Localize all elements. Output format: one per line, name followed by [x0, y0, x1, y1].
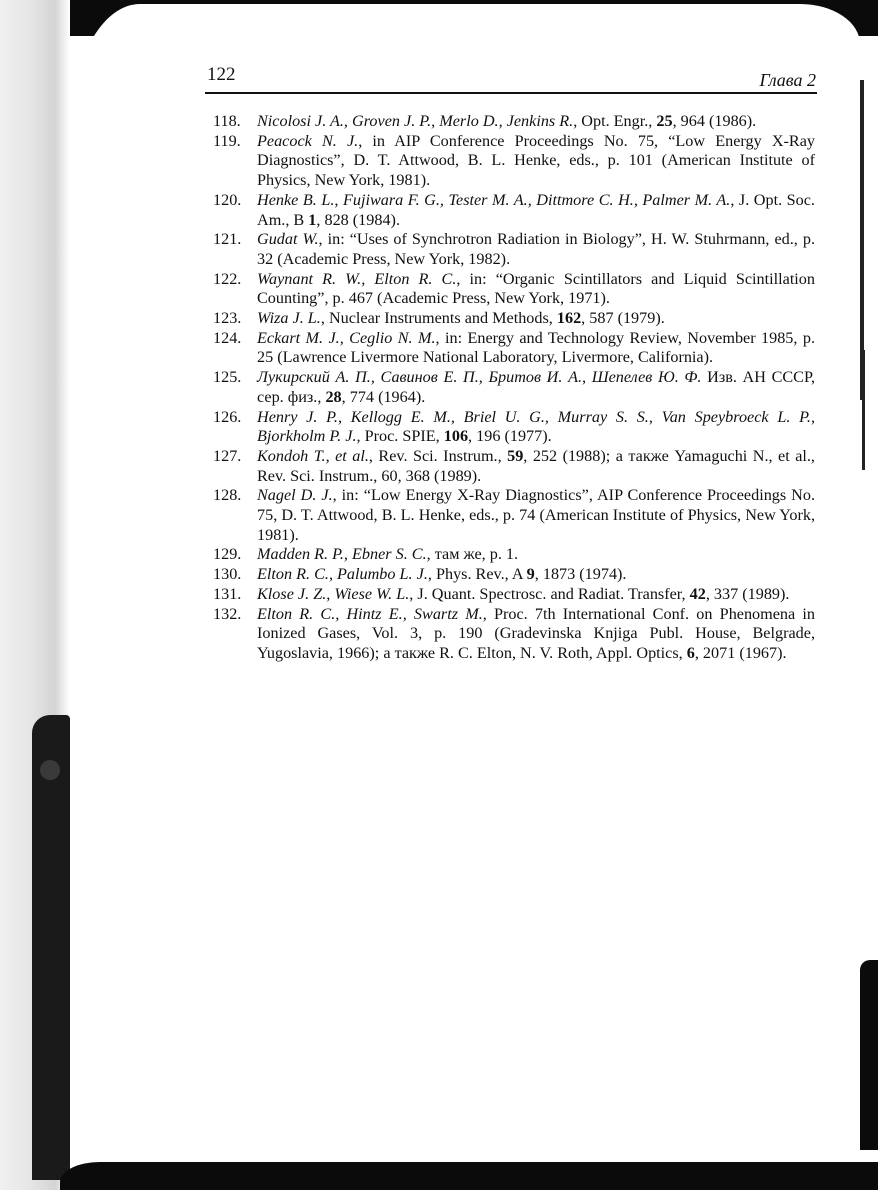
running-head: Глава 2	[759, 70, 816, 90]
reference-authors: Henry J. P., Kellogg E. M., Briel U. G., Murray S. S., Van Speybroeck L. P., Bjorkholm P. J.	[257, 407, 815, 446]
reference-number: 131.	[213, 584, 242, 603]
reference-source: , in AIP Conference Proceedings No. 75, “Low Energy X-Ray Diagnostics”, D. T. Attwood, B. L. Henke, eds., p. 101 (American Institute of Physics, New York, 1981).	[257, 131, 815, 190]
reference-volume: 25	[656, 112, 673, 130]
header-rule	[205, 92, 817, 94]
reference-source: , in: “Low Energy X-Ray Diagnostics”, AIP Conference Proceedings No. 75, D. T. Attwood, B. L. Henke, eds., p. 74 (American Institute of Physics, New York, 1981).	[257, 486, 816, 544]
scan-border-right	[858, 80, 878, 1170]
reference-list	[205, 112, 815, 664]
reference-details: , 774 (1964).	[341, 387, 426, 406]
reference-item	[205, 368, 815, 407]
reference-number: 125.	[213, 368, 242, 387]
reference-authors: Madden R. P., Ebner S. C.	[257, 545, 427, 564]
reference-volume: 59	[507, 446, 524, 465]
reference-item	[205, 585, 815, 605]
reference-details: , 1873 (1974).	[534, 565, 627, 584]
reference-source: , Nuclear Instruments and Methods,	[320, 309, 557, 328]
scan-border-bottom	[60, 1162, 878, 1190]
reference-item	[205, 447, 815, 486]
reference-item	[205, 545, 815, 565]
reference-authors: Kondoh T., et al.	[257, 446, 369, 465]
reference-volume: 42	[689, 584, 706, 603]
reference-number: 118.	[213, 112, 241, 130]
reference-number: 124.	[213, 328, 242, 347]
reference-details: , 2071 (1967).	[694, 643, 787, 662]
reference-source: Изв. АН СССР, сер. физ.,	[257, 368, 816, 406]
reference-number: 122.	[213, 269, 242, 288]
reference-number: 120.	[213, 190, 242, 209]
reference-volume: 162	[556, 309, 582, 328]
scan-border-corner	[855, 0, 878, 36]
reference-number: 119.	[213, 131, 241, 150]
reference-source: , Proc. SPIE,	[356, 427, 444, 446]
reference-authors: Peacock N. J.	[257, 131, 359, 150]
reference-authors: Elton R. C., Hintz E., Swartz M.	[257, 604, 483, 623]
reference-item	[205, 565, 815, 585]
reference-item	[205, 270, 815, 309]
reference-source: , Opt. Engr.,	[573, 112, 657, 130]
reference-source: , J. Quant. Spectrosc. and Radiat. Transfer,	[409, 584, 690, 603]
reference-authors: Gudat W.	[257, 230, 319, 249]
reference-source: , Proc. 7th International Conf. on Phenomena in Ionized Gases, Vol. 3, p. 190 (Gradevinska Knjiga Publ. House, Belgrade, Yugoslavia, 1966); а также R. C. Elton, N. V. Roth, Appl. Optics,	[257, 604, 815, 662]
reference-number: 132.	[213, 604, 242, 623]
reference-volume: 1	[308, 210, 317, 229]
reference-number: 126.	[213, 407, 242, 426]
reference-source: , Rev. Sci. Instrum.,	[368, 446, 508, 465]
reference-source: , in: Energy and Technology Review, November 1985, p. 25 (Lawrence Livermore National Laboratory, Livermore, California).	[257, 328, 815, 367]
reference-volume: 6	[686, 643, 695, 662]
reference-number: 127.	[213, 446, 242, 465]
reference-source: , J. Opt. Soc. Am., B	[257, 190, 815, 229]
reference-volume: 9	[526, 565, 535, 584]
reference-authors: Elton R. C., Palumbo L. J.	[257, 565, 428, 584]
reference-details: , 587 (1979).	[581, 309, 665, 328]
reference-item	[205, 112, 815, 132]
reference-number: 123.	[213, 309, 242, 328]
reference-source: , in: “Uses of Synchrotron Radiation in Biology”, H. W. Stuhrmann, ed., p. 32 (Academic Press, New York, 1982).	[257, 230, 815, 268]
reference-authors: Waynant R. W., Elton R. C.	[257, 269, 457, 288]
reference-authors: Eckart M. J., Ceglio N. M.	[257, 328, 436, 347]
reference-authors: Klose J. Z., Wiese W. L.	[257, 584, 410, 603]
reference-source: , Phys. Rev., A	[427, 565, 527, 584]
reference-item	[205, 408, 815, 447]
reference-details: , 828 (1984).	[316, 210, 400, 229]
reference-source: , там же, p. 1.	[426, 545, 519, 564]
reference-authors: Henke B. L., Fujiwara F. G., Tester M. A., Dittmore C. H., Palmer M. A.	[257, 190, 731, 209]
reference-number: 129.	[213, 545, 242, 564]
reference-details: , 964 (1986).	[672, 112, 757, 130]
reference-item	[205, 329, 815, 368]
binding-hole	[40, 760, 60, 780]
reference-item	[205, 486, 815, 545]
reference-source: , in: “Organic Scintillators and Liquid Scintillation Counting”, p. 467 (Academic Press, New York, 1971).	[257, 269, 815, 308]
reference-item	[205, 309, 815, 329]
reference-item	[205, 191, 815, 230]
reference-item	[205, 605, 815, 664]
reference-item	[205, 132, 815, 191]
reference-authors: Лукирский А. П., Савинов Е. П., Бритов И. А., Шепелев Ю. Ф.	[257, 368, 702, 387]
reference-volume: 28	[325, 387, 342, 406]
reference-volume: 106	[443, 427, 469, 446]
reference-authors: Nagel D. J.	[257, 486, 333, 505]
reference-details: , 196 (1977).	[468, 427, 552, 446]
reference-item	[205, 230, 815, 269]
book-spine-shadow	[32, 715, 70, 1180]
reference-details: , 337 (1989).	[705, 584, 790, 603]
reference-authors: Wiza J. L.	[257, 309, 321, 328]
reference-number: 128.	[213, 486, 242, 505]
reference-number: 130.	[213, 565, 242, 584]
page-number: 122	[207, 64, 236, 85]
reference-details: , 252 (1988); а также Yamaguchi N., et al., Rev. Sci. Instrum., 60, 368 (1989).	[257, 446, 815, 485]
reference-number: 121.	[213, 230, 242, 249]
reference-authors: Nicolosi J. A., Groven J. P., Merlo D., Jenkins R.	[257, 112, 574, 130]
